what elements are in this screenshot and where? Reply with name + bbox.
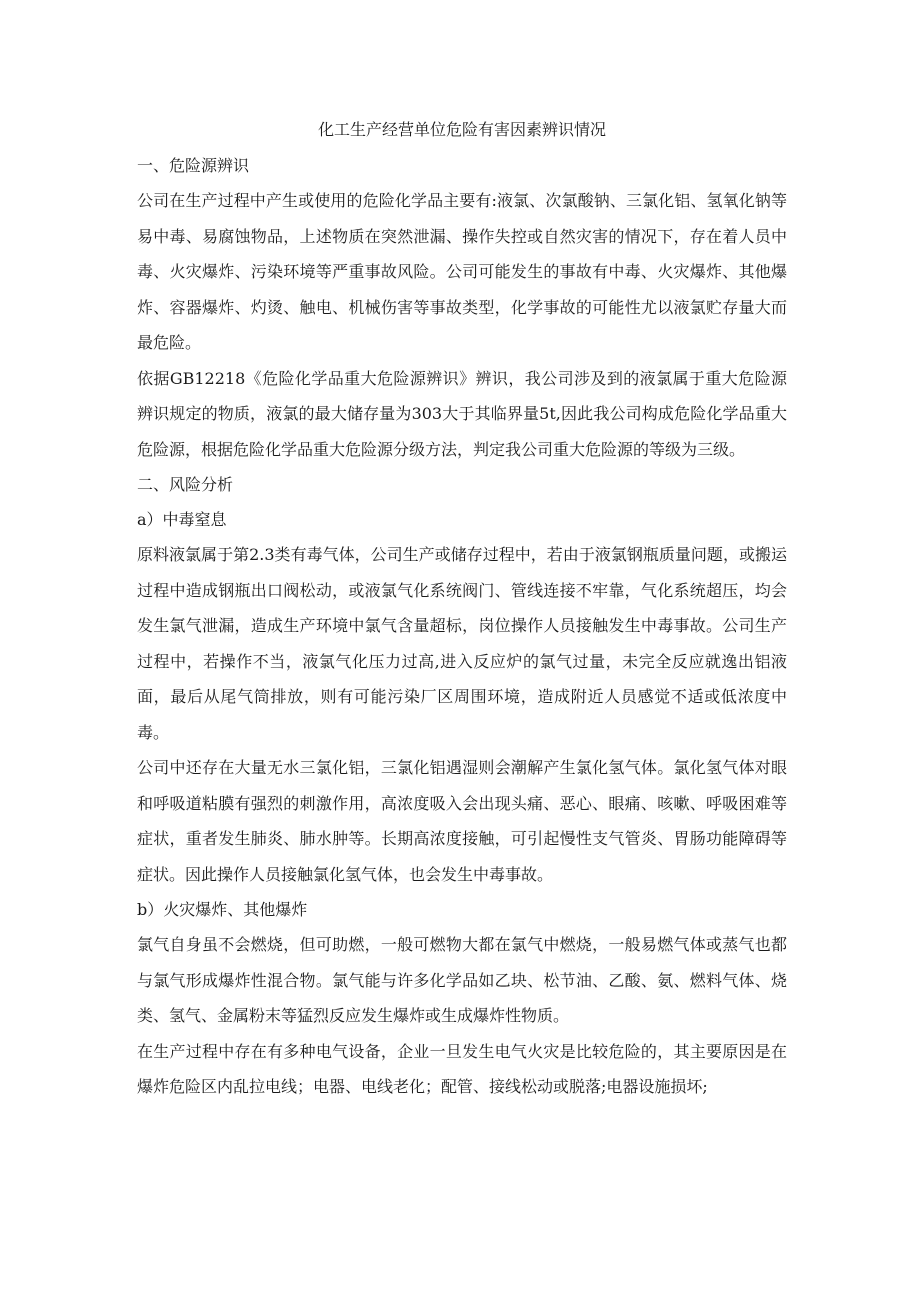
subheading-fire-explosion: b）火灾爆炸、其他爆炸 xyxy=(137,900,308,919)
section-heading-hazard-identification: 一、危险源辨识 xyxy=(137,156,250,175)
document-page xyxy=(137,112,787,1105)
subheading-poisoning: a）中毒窒息 xyxy=(137,510,227,529)
paragraph-hydrogen-chloride: 公司中还存在大量无水三氯化铝，三氯化铝遇湿则会潮解产生氯化氢气体。氯化氢气体对眼和呼吸道粘膜有强烈的刺激作用，高浓度吸入会出现头痛、恶心、眼痛、咳嗽、呼吸困难等症状，重者发生肺炎、肺水肿等。长期高浓度接触，可引起慢性支气管炎、胃肠功能障碍等症状。因此操作人员接触氯化氢气体，也会发生中毒事故。 xyxy=(137,758,787,884)
paragraph-chlorine-poisoning: 原料液氯属于第2.3类有毒气体，公司生产或储存过程中，若由于液氯钢瓶质量问题，或搬运过程中造成钢瓶出口阀松动，或液氯气化系统阀门、管线连接不牢靠，气化系统超压，均会发生氯气泄漏，造成生产环境中氯气含量超标，岗位操作人员接触发生中毒事故。公司生产过程中，若操作不当，液氯气化压力过高,进入反应炉的氯气过量，未完全反应就逸出铝液面，最后从尾气筒排放，则有可能污染厂区周围环境，造成附近人员感觉不适或低浓度中毒。 xyxy=(137,545,787,742)
section-heading-risk-analysis: 二、风险分析 xyxy=(137,475,234,494)
document-title: 化工生产经营单位危险有害因素辨识情况 xyxy=(317,120,606,139)
paragraph-hazardous-chemicals: 公司在生产过程中产生或使用的危险化学品主要有:液氯、次氯酸钠、三氯化铝、氢氧化钠等易中毒、易腐蚀物品，上述物质在突然泄漏、操作失控或自然灾害的情况下，存在着人员中毒、火灾爆炸、污染环境等严重事故风险。公司可能发生的事故有中毒、火灾爆炸、其他爆炸、容器爆炸、灼烫、触电、机械伤害等事故类型，化学事故的可能性尤以液氯贮存量大而最危险。 xyxy=(137,191,787,352)
paragraph-major-hazard-source: 依据GB12218《危险化学品重大危险源辨识》辨识，我公司涉及到的液氯属于重大危险源辨识规定的物质，液氯的最大储存量为303大于其临界量5t,因此我公司构成危险化学品重大危险源，根据危险化学品重大危险源分级方法，判定我公司重大危险源的等级为三级。 xyxy=(137,368,787,459)
paragraph-electrical-fire: 在生产过程中存在有多种电气设备，企业一旦发生电气火灾是比较危险的，其主要原因是在爆炸危险区内乱拉电线；电器、电线老化；配管、接线松动或脱落;电器设施损坏; xyxy=(137,1041,787,1096)
paragraph-chlorine-combustion: 氯气自身虽不会燃烧，但可助燃，一般可燃物大都在氯气中燃烧，一般易燃气体或蒸气也都与氯气形成爆炸性混合物。氯气能与许多化学品如乙块、松节油、乙酸、氨、燃料气体、烧类、氢气、金属粉末等猛烈反应发生爆炸或生成爆炸性物质。 xyxy=(137,935,787,1025)
